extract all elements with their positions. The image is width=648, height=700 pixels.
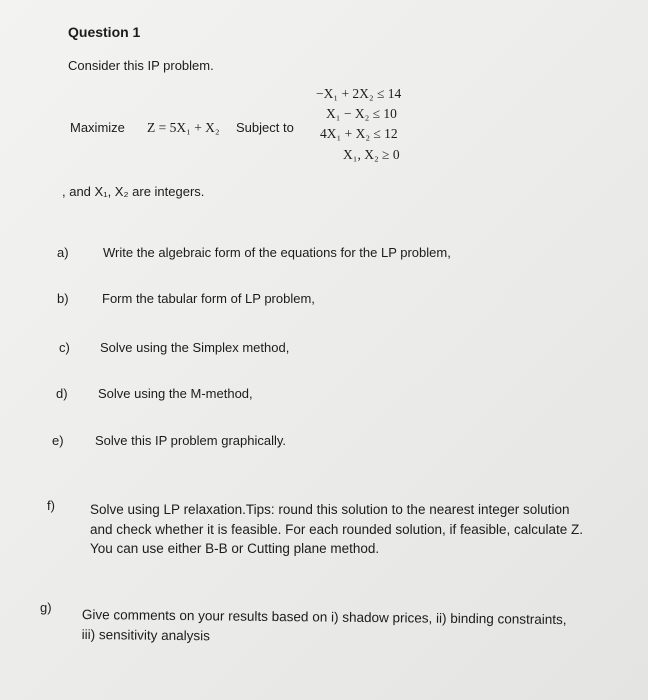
item-label-d: d) (56, 386, 68, 401)
item-text-g (82, 605, 567, 649)
item-f-line-2: and check whether it is feasible. For each rounded solution, if feasible, calculate Z. (90, 521, 584, 537)
item-f-line-1: Solve using LP relaxation.Tips: round this solution to the nearest integer solution (90, 502, 570, 517)
constraint-3: 4X₁ + X₂ ≤ 12 (320, 126, 398, 141)
item-label-b: b) (57, 291, 69, 306)
item-text-a: Write the algebraic form of the equations for the LP problem, (103, 245, 451, 260)
item-text-b: Form the tabular form of LP problem, (102, 291, 315, 306)
item-g-line-2: iii) sensitivity analysis (81, 626, 211, 643)
item-f-line-3: You can use either B-B or Cutting plane method. (90, 541, 380, 556)
question-title: Question 1 (68, 24, 141, 40)
item-text-e: Solve this IP problem graphically. (95, 433, 287, 448)
constraint-2: X₁ − X₂ ≤ 10 (326, 106, 397, 121)
item-label-g: g) (40, 600, 52, 615)
item-g-line-1: Give comments on your results based on i) shadow prices, ii) binding constraints, (81, 606, 567, 628)
integer-note: , and X₁, X₂ are integers. (62, 184, 205, 199)
intro-text: Consider this IP problem. (68, 58, 214, 73)
item-label-a: a) (57, 245, 69, 260)
item-label-c: c) (59, 340, 70, 355)
item-text-c: Solve using the Simplex method, (100, 340, 290, 355)
subject-to-label: Subject to (236, 120, 294, 135)
constraint-1: −X₁ + 2X₂ ≤ 14 (316, 86, 402, 101)
item-text-d: Solve using the M-method, (98, 386, 253, 401)
item-label-e: e) (52, 433, 64, 448)
item-text-f (90, 500, 583, 559)
item-label-f: f) (47, 498, 55, 513)
objective-function: Z = 5X₁ + X₂ (147, 120, 220, 135)
constraint-4: X₁, X₂ ≥ 0 (343, 147, 400, 162)
maximize-label: Maximize (70, 120, 125, 135)
